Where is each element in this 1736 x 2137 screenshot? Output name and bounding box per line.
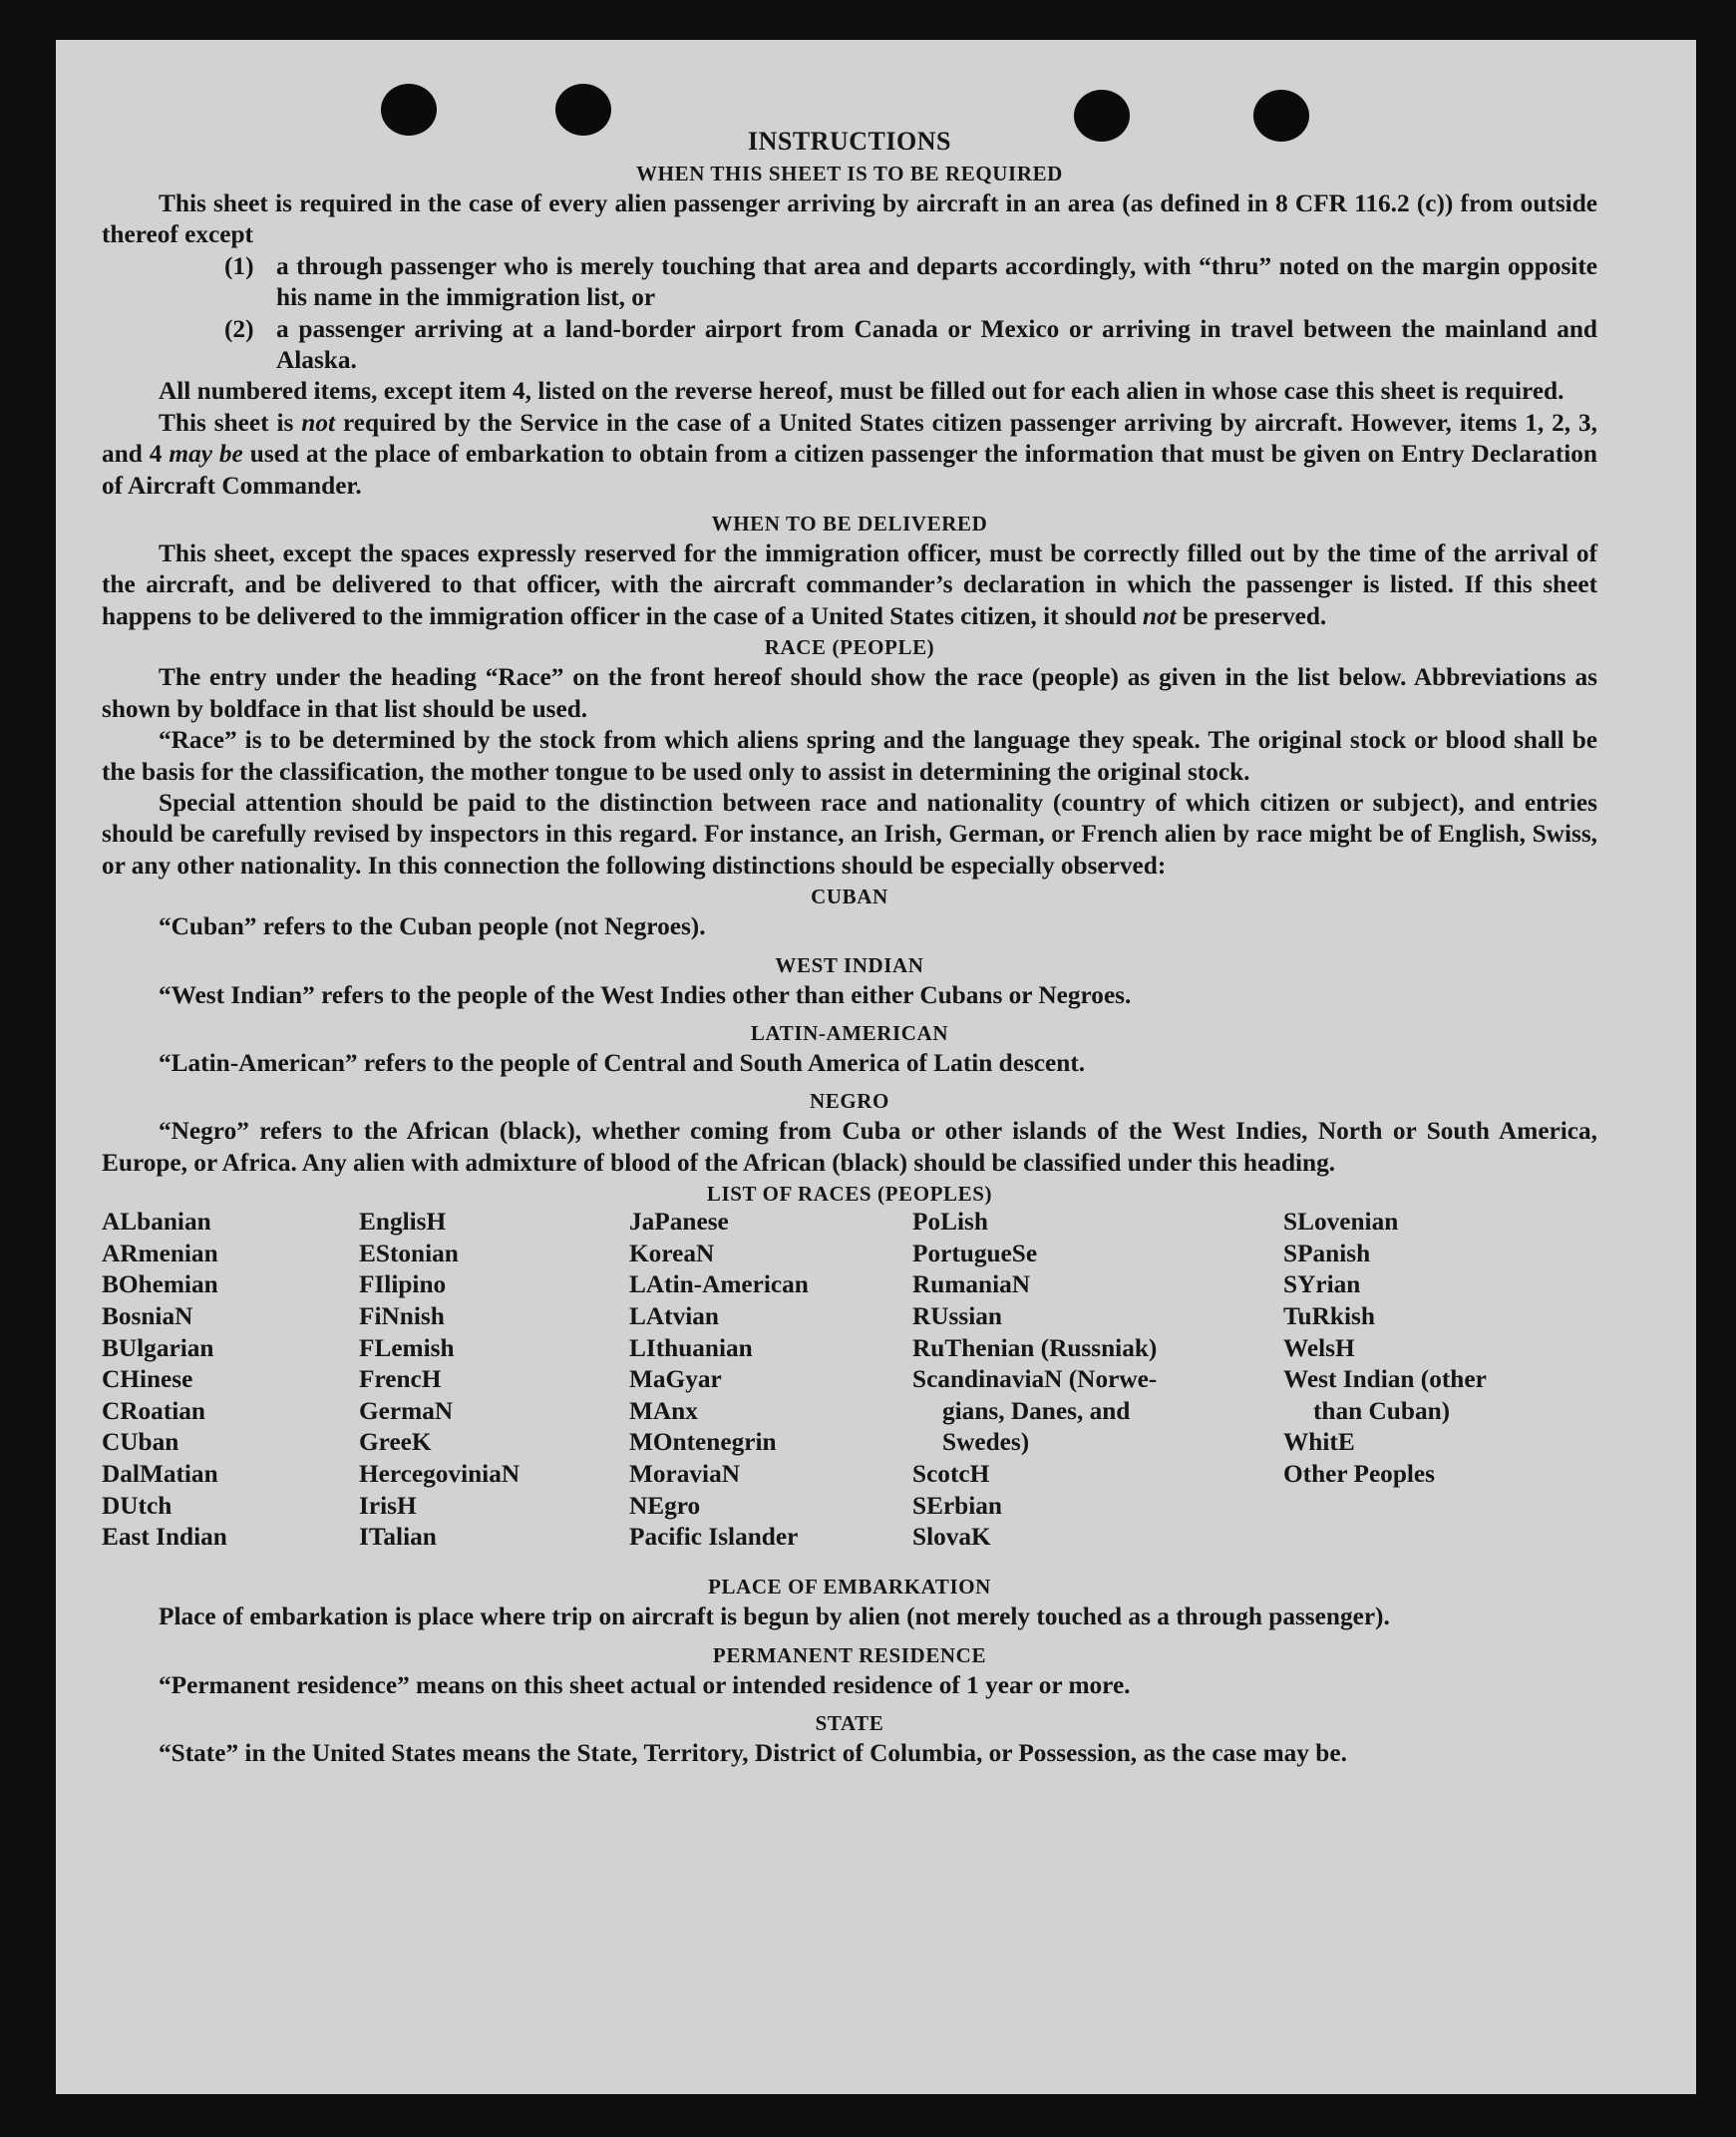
races-column	[359, 1207, 520, 1554]
race-entry: MaGyar	[629, 1365, 722, 1394]
heading-list-of-races: LIST OF RACES (PEOPLES)	[706, 1182, 993, 1207]
race-entry: LAtin-American	[629, 1270, 809, 1299]
race-entry: SlovaK	[912, 1523, 991, 1552]
race-entry: DUtch	[102, 1491, 173, 1520]
race-entry: ScandinaviaN (Norwe-	[912, 1365, 1158, 1394]
race-entry: LAtvian	[629, 1301, 719, 1330]
latin-american-text: “Latin-American” refers to the people of Central and South America of Latin descent.	[159, 1048, 1086, 1077]
state-text: “State” in the United States means the State, Territory, District of Columbia, or Possession, as the case may be.	[159, 1738, 1347, 1767]
races-column	[629, 1207, 809, 1554]
numbered-items-paragraph: All numbered items, except item 4, listed on the reverse hereof, must be filled out for each alien in whose case this sheet is required.	[159, 377, 1564, 406]
race-entry: KoreaN	[629, 1239, 715, 1267]
exception-number: (1)	[224, 251, 254, 280]
exception-text: a through passenger who is merely touching that area and departs accordingly, with “thru” noted on the margin opposite his name in the immigration list, or	[276, 251, 1597, 312]
race-entry: MoraviaN	[629, 1459, 740, 1488]
race-entry: RUssian	[912, 1301, 1002, 1330]
race-entry: GermaN	[359, 1396, 454, 1425]
race-entry: LIthuanian	[629, 1333, 753, 1362]
races-column	[912, 1207, 1157, 1554]
race-entry: GreeK	[359, 1428, 432, 1457]
exception-item	[102, 251, 1597, 314]
heading-when-delivered: WHEN TO BE DELIVERED	[711, 512, 988, 536]
race-entry: East Indian	[102, 1523, 227, 1552]
citizen-text-3: used at the place of embarkation to obtain from a citizen passenger the information that must be given on Entry Declaration of Aircraft Commander.	[102, 440, 1597, 500]
race-entry: PortugueSe	[912, 1239, 1038, 1267]
citizen-paragraph	[102, 408, 1597, 502]
heading-state: STATE	[815, 1710, 884, 1735]
race-entry: NEgro	[629, 1491, 701, 1520]
race-entry: Other Peoples	[1283, 1459, 1435, 1488]
race-entry: FrencH	[359, 1365, 442, 1394]
residence-text: “Permanent residence” means on this sheet actual or intended residence of 1 year or more.	[159, 1670, 1131, 1699]
race-entry: EnglisH	[359, 1208, 447, 1237]
race-entry: CRoatian	[102, 1396, 206, 1425]
heading-place-of-embarkation: PLACE OF EMBARKATION	[708, 1575, 991, 1600]
race-entry: WhitE	[1283, 1428, 1355, 1457]
races-list	[102, 1207, 1597, 1572]
heading-negro: NEGRO	[809, 1089, 889, 1114]
race-entry: EStonian	[359, 1239, 459, 1267]
race-paragraph-2: “Race” is to be determined by the stock from which aliens spring and the language they speak. The original stock or blood shall be the basis for the classification, the mother tongue to be used only to assist in determining the original stock.	[102, 726, 1597, 786]
west-indian-text: “West Indian” refers to the people of the West Indies other than either Cubans or Negroes.	[159, 980, 1132, 1009]
embarkation-text: Place of embarkation is place where trip on aircraft is begun by alien (not merely touched as a through passenger).	[159, 1603, 1390, 1631]
race-entry: ARmenian	[102, 1239, 218, 1267]
race-entry: Pacific Islander	[629, 1523, 799, 1552]
races-column	[1283, 1207, 1487, 1490]
race-entry: TuRkish	[1283, 1301, 1375, 1330]
races-column	[102, 1207, 227, 1554]
race-entry: West Indian (other	[1283, 1365, 1487, 1394]
race-entry: BUlgarian	[102, 1333, 214, 1362]
race-entry: PoLish	[912, 1208, 988, 1237]
race-entry: SPanish	[1283, 1239, 1371, 1267]
race-entry: SErbian	[912, 1491, 1002, 1520]
delivered-text-1: This sheet, except the spaces expressly reserved for the immigration officer, must be correctly filled out by the time of the arrival of the aircraft, and be delivered to that officer, with the aircraft commander’s declaration in which the passenger is listed. If this sheet happens to be delivered to the immigration officer in the case of a United States citizen, it should	[102, 539, 1597, 630]
heading-when-required: WHEN THIS SHEET IS TO BE REQUIRED	[636, 162, 1063, 185]
required-intro: This sheet is required in the case of every alien passenger arriving by aircraft in an area (as defined in 8 CFR 116.2 (c)) from outside thereof except	[102, 189, 1597, 249]
race-entry-continuation: than Cuban)	[1313, 1396, 1451, 1425]
page-title: INSTRUCTIONS	[748, 127, 951, 156]
negro-text: “Negro” refers to the African (black), whether coming from Cuba or other islands of the West Indies, North or South America, Europe, or Africa. Any alien with admixture of blood of the African (black) should be classified under this heading.	[102, 1117, 1597, 1177]
race-paragraph-3: Special attention should be paid to the distinction between race and nationality (country of which citizen or subject), and entries should be carefully revised by inspectors in this regard. For instance, an Irish, German, or French alien by race might be of English, Swiss, or any other nationality. In this connection the following distinctions should be especially observed:	[102, 788, 1597, 880]
race-entry: ScotcH	[912, 1459, 990, 1488]
heading-permanent-residence: PERMANENT RESIDENCE	[712, 1642, 987, 1667]
race-entry: MAnx	[629, 1396, 698, 1425]
race-entry: CUban	[102, 1428, 179, 1457]
race-entry: FiNnish	[359, 1301, 445, 1330]
race-entry: RumaniaN	[912, 1270, 1031, 1299]
exception-item	[102, 314, 1597, 377]
race-entry: BOhemian	[102, 1270, 218, 1299]
race-entry: ALbanian	[102, 1208, 211, 1237]
race-entry: RuThenian (Russniak)	[912, 1333, 1158, 1362]
delivered-text-2: be preserved.	[1182, 601, 1327, 630]
race-entry: BosniaN	[102, 1301, 193, 1330]
citizen-text-1: This sheet is	[159, 408, 294, 437]
race-entry: MOntenegrin	[629, 1428, 777, 1457]
race-entry-continuation: Swedes)	[942, 1428, 1030, 1457]
race-entry: FLemish	[359, 1333, 455, 1362]
race-entry: SLovenian	[1283, 1208, 1399, 1237]
citizen-text-2: required by the Service in the case of a United States citizen passenger arriving by aircraft. However, items 1, 2, 3, and 4	[102, 408, 1598, 469]
delivered-paragraph	[102, 538, 1597, 632]
cuban-text: “Cuban” refers to the Cuban people (not Negroes).	[159, 912, 706, 941]
race-entry: FIlipino	[359, 1270, 447, 1299]
race-paragraph-1: The entry under the heading “Race” on the front hereof should show the race (people) as given in the list below. Abbreviations as shown by boldface in that list should be used.	[102, 663, 1597, 723]
exception-text: a passenger arriving at a land-border airport from Canada or Mexico or arriving in travel between the mainland and Alaska.	[276, 314, 1597, 375]
heading-cuban: CUBAN	[811, 885, 888, 909]
race-entry: WelsH	[1283, 1333, 1355, 1362]
heading-race: RACE (PEOPLE)	[764, 635, 935, 660]
delivered-emphasis-not: not	[1142, 601, 1177, 630]
instructions-text	[102, 82, 1597, 1769]
heading-latin-american: LATIN-AMERICAN	[750, 1020, 949, 1045]
race-entry: DalMatian	[102, 1459, 218, 1488]
heading-west-indian: WEST INDIAN	[775, 952, 924, 977]
race-entry: JaPanese	[629, 1208, 729, 1237]
race-entry: HercegoviniaN	[359, 1459, 521, 1488]
race-entry: IrisH	[359, 1491, 417, 1520]
race-entry: SYrian	[1283, 1270, 1361, 1299]
exception-number: (2)	[224, 314, 254, 343]
race-entry-continuation: gians, Danes, and	[942, 1396, 1131, 1425]
race-entry: CHinese	[102, 1365, 193, 1394]
race-entry: ITalian	[359, 1523, 437, 1552]
citizen-emphasis-not: not	[301, 408, 336, 437]
citizen-emphasis-may-be: may be	[169, 440, 243, 469]
